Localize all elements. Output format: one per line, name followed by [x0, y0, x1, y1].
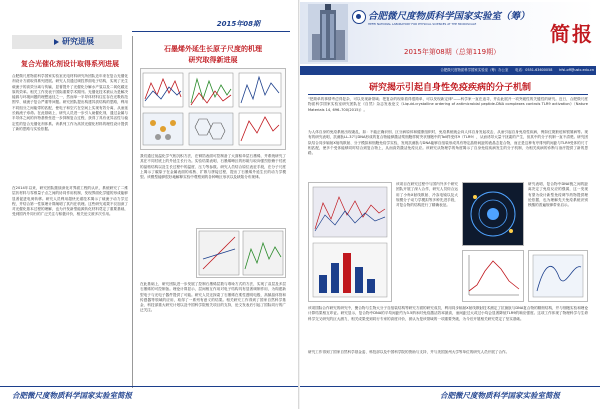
column-divider	[132, 36, 133, 388]
left-article-text-a2: 在2014年以来，研究团队继续深化对界面工程的认识，系统研究了二维层状材料与零维量子点之间的协同作用机制，发现界面化学键的形成能够显著促进电荷转移。研究人员利用超快光谱技术揭示了载流子动力学过程，并结合第一性原理计算阐明了其内在机理。这些研究成果不仅加深了对光催化基本过程的理解，也为开发新型能源转化材料奠定了重要基础，受到国内外同行的广泛关注与积极评价，相关论文被多次引用。	[12, 186, 128, 217]
issue-badge: 2015年08期	[216, 20, 260, 28]
left-page	[0, 0, 298, 409]
left-article-title: 复合光催化剂设计取得系列进展	[21, 60, 119, 68]
figure-middle-2	[462, 250, 524, 302]
contact-line: 合肥微尺度物质科学国家实验室（筹）办公室 电话：0551-63600058 hfsl-off@ustc.edu.cn	[440, 68, 594, 72]
left-article-text-a: 合肥微尺度物质科学国家实验室光电材料研究所团队近年来在复合光催化剂设计方面取得系列进展。研究人员通过调控界面电子结构，实现了光生载流子的高效分离与传输，显著提升了光催化分解水产氢以及二氧化碳还原的效率。相关工作发表于国际重要学术期刊。光催化技术被认为是解决能源与环境问题的理想途径之一，然而单一半导体材料往往存在光吸收范围窄、载流子复合严重等问题。研究团队提出构建异质结构的思路，利用不同组分之间能带的匹配，使电子和空穴在空间上实现有效分离，从而延长载流子寿命。在此基础上，研究人员进一步引入助催化剂，通过金属与半导体之间的肖特基势垒进一步抑制复合过程，获得了具有优异活性与稳定性的复合光催化剂体系。该系列工作为高效光催化材料的理性设计提供了新的思路与实验依据。	[12, 74, 128, 131]
jianbao-title: 简报	[550, 22, 594, 46]
article-body: 为人体自身的免疫系统出现紊乱，如：不能正确识别、区分病原体和健康组织时，免疫系统就会向人体自身发起攻击，从而引起自身免疫性疾病，例如红斑狼疮和银屑病等。现有的研究表明，抗菌肽LL-37与DNA形成的复合物能够激活浆细胞样树突状细胞中的Toll样受体9（TLR9），从而诱导大量干扰素的产生，但其中的分子机制一直不清楚。研究团队结合同步辐射X射线散射、分子模拟和细胞免疫学实验，发现抗菌肽与DNA能够自组装形成具有特定晶格间距的液晶态复合物，而正是这种有序排列的间距与TLR9受体的尺寸相匹配，使多个受体能够同时结合到复合物上，从而高效激活免疫反应。该研究从物理学的角度揭示了自身免疫疾病发生的分子机制，为相关疾病的诊断与治疗提供了新的思路。	[308, 130, 588, 156]
graphene-figure-svg	[141, 69, 285, 149]
figure-left	[308, 182, 392, 302]
building-svg	[308, 4, 348, 62]
right-footer: 合肥微尺度物质科学国家实验室简报	[440, 391, 560, 400]
figure-left-svg	[309, 183, 391, 301]
figure-middle	[462, 182, 524, 246]
figure-caption-b: 研究表明，复合物中DNA链之间的距离决定了免疫反应的强弱，这一发现有望为设计新型免疫调节药物提供理论依据，也为理解先天免疫系统识别核酸的普遍规律带来启示。	[528, 182, 588, 208]
section-label: 研究进展	[62, 37, 94, 46]
figure-middle-svg	[463, 183, 523, 245]
graphene-figure	[140, 68, 286, 150]
lab-logo	[352, 10, 366, 24]
building-image	[308, 4, 348, 62]
masthead-title-cn: 合肥微尺度物质科学国家实验室（筹）	[368, 11, 530, 22]
left-footer-rule	[0, 386, 298, 387]
graphene-title-line2: 研究取得新进展	[188, 56, 238, 64]
graphene-figure-2-svg	[197, 229, 285, 277]
issue-badge-rule	[132, 31, 290, 32]
graphene-text-b: 在此基础上，研究团队进一步发展了控制石墨烯层数与堆垛方式的方法，实现了双层及多层石墨烯的可控制备。理论计算显示，层间相互作用对电子结构具有显著调制作用，为构建新型电子与光电子器件提供了可能。研究人员还探索了石墨烯在柔性透明电极、高频晶体管和传感器等领域的应用，取得了一系列有意义的结果。相关研究工作得到了国家自然科学基金、科技部重大研究计划以及中国科学院相关项目的支持，论文发表后引起了国际同行的广泛关注。	[140, 282, 286, 313]
right-footer-rule	[300, 386, 600, 387]
masthead-title-en: HEFEI NATIONAL LABORATORY FOR PHYSICAL SCIENCES AT THE MICROSCALE	[368, 22, 477, 26]
issue-line: 2015年第08期（总第119期）	[404, 48, 501, 56]
graphene-title-line1: 石墨烯外延生长原子尺度的机理	[164, 45, 262, 53]
article-intro: "把简单的事情考虑得复杂，可以发现新领域；把复杂的现象看得很简单，可以发现新定律"——科学家一直在追寻，并由此展开一项突破性的关键性的研究。近日，合肥微尺度物质科学国家实验室研究团队在《自然》杂志发表论文《Liquid-crystalline ordering of antimicrobial peptide-DNA complexes controls TLR9 activation》（Nature Materials 14, 696–700(2015)）。	[308, 97, 588, 112]
graphene-figure-2	[196, 228, 286, 278]
figure-middle-2-svg	[463, 251, 523, 301]
figure-right	[528, 250, 588, 302]
graphene-text-a: 我们通过低温化学气相沉积方法，在铜箔表面可控制备了大面积单层石墨烯，并系统研究了其在不同衬底上的外延生长行为。实验结果表明，石墨烯畴区的形貌与取向强烈依赖于衬底的晶格结构以及生长过程中的温度、压力等参数。研究人员结合原位表征手段，在分子尺度上揭示了碳原子在金属表面的成核、扩散与拼接过程，提出了石墨烯外延生长的动力学模型。该模型能够很好地解释实验中观察到的各种畴区形状以及缺陷分布规律。	[140, 154, 286, 180]
left-footer: 合肥微尺度物质科学国家实验室简报	[12, 391, 132, 400]
figure-caption-a: 该项目在研究过程中与国内外多个研究团队开展了深入合作，研究人员综合运用了小角X射线散射、冷冻电镜以及大规模分子动力学模拟等多种先进手段，对复合物的结构进行了精确表征。	[396, 182, 458, 208]
article-bottom: 该项国际合作研究的研究中，聚合物与生物大分子自组装结构等研究方面的研究成员，利用同步辐射X射线散射技术测定了抗菌肽与DNA复合物的精细结构，并与细胞实验和理论计算结果相互印证。研究显示，复合物中DNA的平均间距约为3.5纳米时免疫激活效率最高，而间距过大或过小均会显著降低TLR9的响应强度。这项工作体现了物理科学与生命科学交叉研究的巨大潜力，相关成果受到同行专家的高度评价，被认为是该领域的一项重要突破，为今后开展相关研究奠定了坚实基础。	[308, 306, 588, 321]
figure-right-svg	[529, 251, 587, 301]
article-title: 研究揭示引起自身性免疫疾病的分子机制	[368, 83, 531, 93]
article-title-rule	[308, 94, 588, 95]
article-credit: 研究工作得到了国家自然科学基金委、科技部以及中国科学院的资助与支持，并与美国加州大学等单位的研究人员开展了合作。	[308, 350, 510, 354]
section-label-icon	[54, 39, 59, 45]
right-page	[300, 0, 600, 409]
